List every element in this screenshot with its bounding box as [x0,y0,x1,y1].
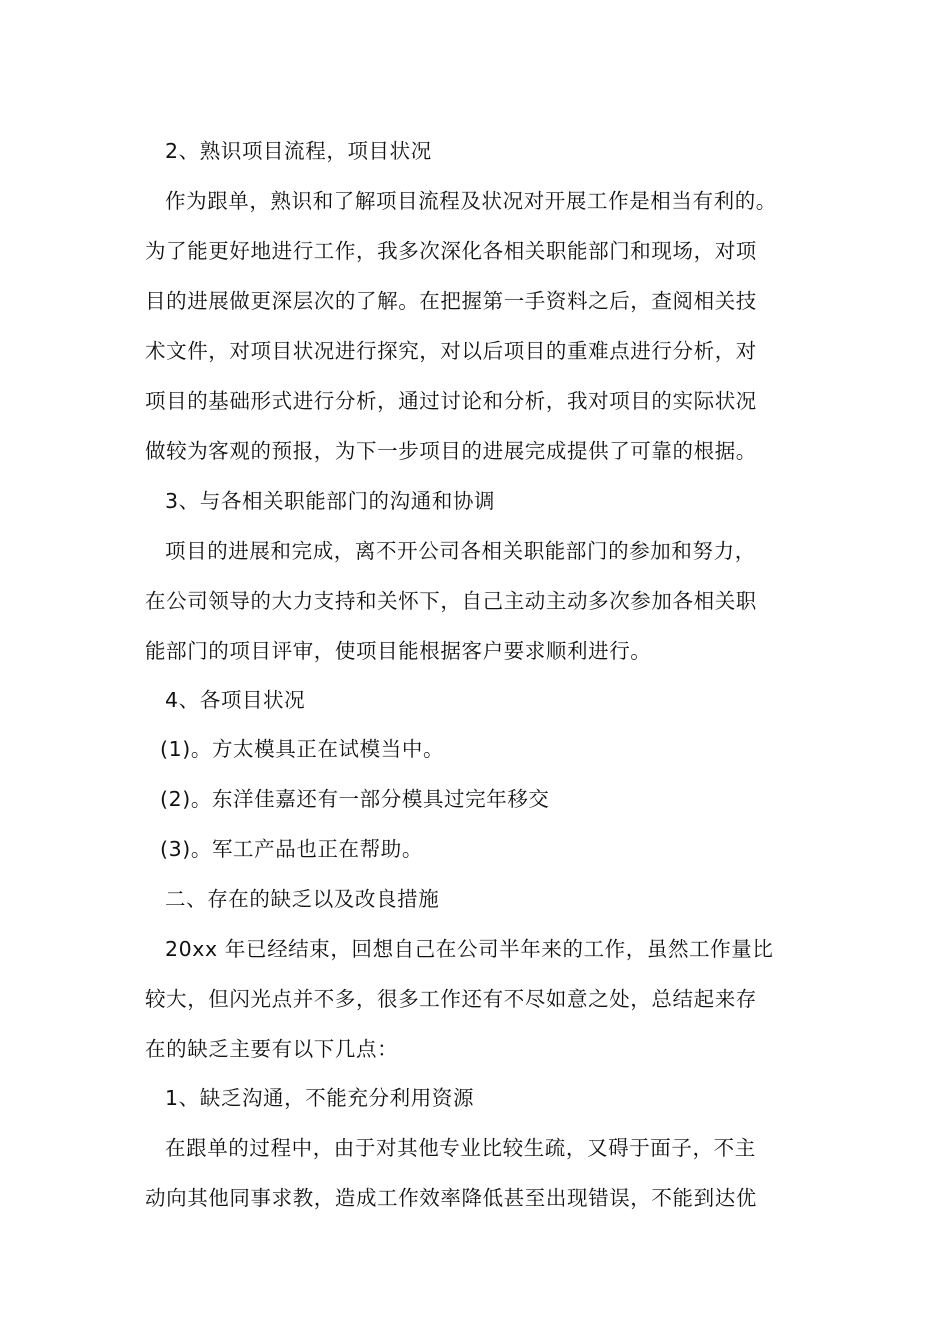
paragraph-line: 项目的基础形式进行分析，通过讨论和分析，我对项目的实际状况 [145,389,757,413]
paragraph-line: 能部门的项目评审，使项目能根据客户要求顺利进行。 [145,639,652,663]
paragraph-line: 术文件，对项目状况进行探究，对以后项目的重难点进行分析，对 [145,339,757,363]
paragraph-line: 较大，但闪光点并不多，很多工作还有不尽如意之处，总结起来存 [145,987,757,1011]
section-heading: 2、熟识项目流程，项目状况 [165,139,432,163]
paragraph-line: 动向其他同事求教，造成工作效率降低甚至出现错误，不能到达优 [145,1186,757,1210]
list-item: (3)。军工产品也正在帮助。 [160,837,423,861]
paragraph-line: 在的缺乏主要有以下几点： [145,1037,399,1061]
paragraph-line: 为了能更好地进行工作，我多次深化各相关职能部门和现场，对项 [145,239,757,263]
paragraph-line: 20xx 年已经结束，回想自己在公司半年来的工作，虽然工作量比 [165,937,774,961]
section-heading: 4、各项目状况 [165,688,306,712]
paragraph-line: 目的进展做更深层次的了解。在把握第一手资料之后，查阅相关技 [145,289,757,313]
paragraph-line: 做较为客观的预报，为下一步项目的进展完成提供了可靠的根据。 [145,439,757,463]
list-item: (2)。东洋佳嘉还有一部分模具过完年移交 [160,787,550,811]
paragraph-line: 项目的进展和完成，离不开公司各相关职能部门的参加和努力， [165,539,756,563]
section-heading: 二、存在的缺乏以及改良措施 [165,887,440,911]
list-item: (1)。方太模具正在试模当中。 [160,737,445,761]
section-heading: 1、缺乏沟通，不能充分利用资源 [165,1086,475,1110]
paragraph-line: 在公司领导的大力支持和关怀下，自己主动主动多次参加各相关职 [145,589,757,613]
paragraph-line: 在跟单的过程中，由于对其他专业比较生疏，又碍于面子，不主 [165,1136,756,1160]
section-heading: 3、与各相关职能部门的沟通和协调 [165,489,496,513]
paragraph-line: 作为跟单，熟识和了解项目流程及状况对开展工作是相当有利的。 [165,189,777,213]
